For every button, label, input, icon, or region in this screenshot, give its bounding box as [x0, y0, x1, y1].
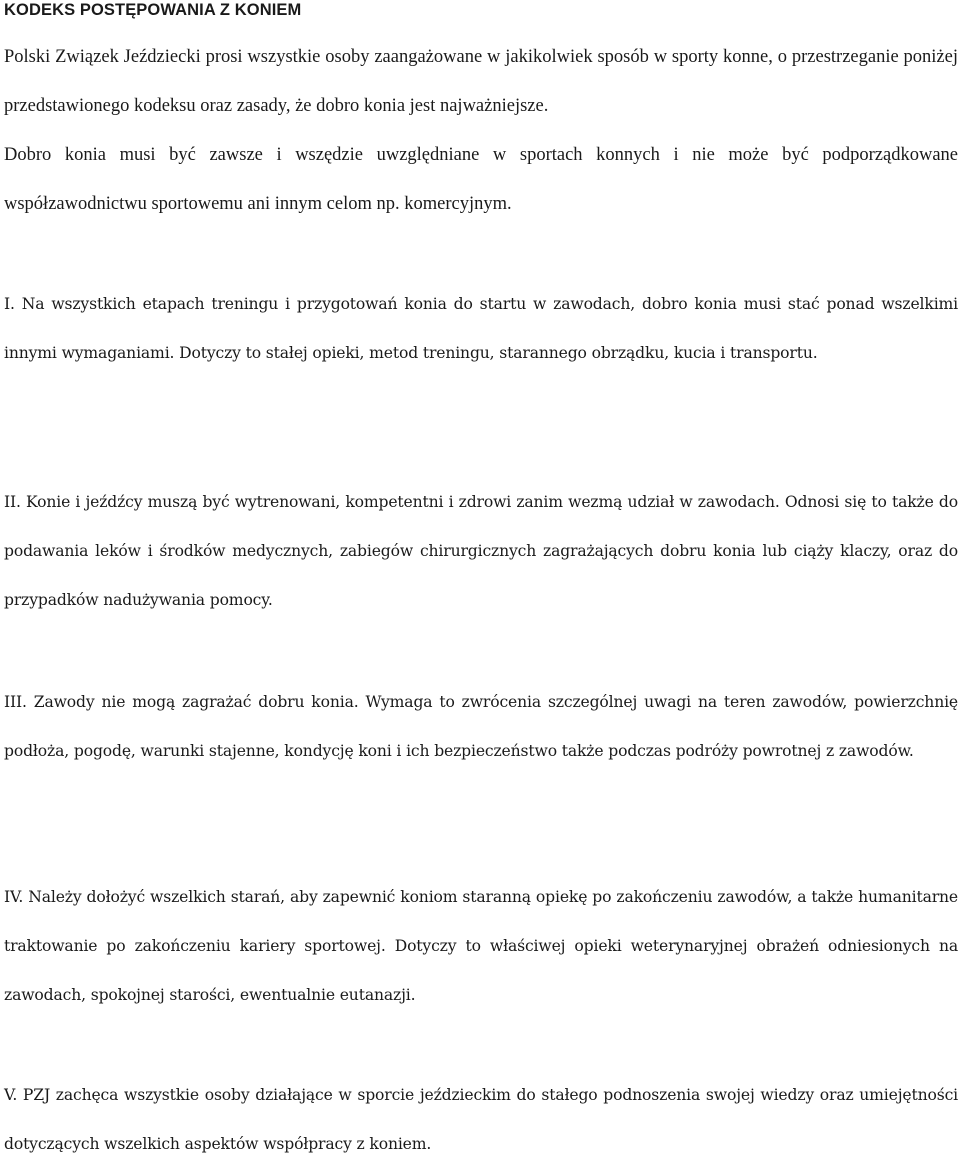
intro-paragraph-2: Dobro konia musi być zawsze i wszędzie uwzględniane w sportach konnych i nie może być podporządkowane współzawodnictwu sportowemu ani innym celom np. komercyjnym.	[4, 145, 958, 214]
section-3: III. Zawody nie mogą zagrażać dobru konia. Wymaga to zwrócenia szczególnej uwagi na teren zawodów, powierzchnię podłoża, pogodę, warunki stajenne, kondycję koni i ich bezpieczeństwo także podczas podróży powrotnej z zawodów.	[4, 693, 958, 760]
intro-paragraph-1: Polski Związek Jeździecki prosi wszystkie osoby zaangażowane w jakikolwiek sposób w sporty konne, o przestrzeganie poniżej przedstawionego kodeksu oraz zasady, że dobro konia jest najważniejsze.	[4, 47, 958, 116]
document-title: KODEKS POSTĘPOWANIA Z KONIEM	[4, 1, 302, 19]
section-2: II. Konie i jeźdźcy muszą być wytrenowani, kompetentni i zdrowi zanim wezmą udział w zawodach. Odnosi się to także do podawania leków i środków medycznych, zabiegów chirurgicznych zagrażających dobru konia lub ciąży klaczy, oraz do przypadków nadużywania pomocy.	[4, 493, 958, 609]
section-1: I. Na wszystkich etapach treningu i przygotowań konia do startu w zawodach, dobro konia musi stać ponad wszelkimi innymi wymaganiami. Dotyczy to stałej opieki, metod treningu, starannego obrządku, kucia i transportu.	[4, 295, 958, 362]
section-5: V. PZJ zachęca wszystkie osoby działające w sporcie jeździeckim do stałego podnoszenia swojej wiedzy oraz umiejętności dotyczących wszelkich aspektów współpracy z koniem.	[4, 1086, 958, 1153]
document-page	[4, 0, 958, 1153]
section-4: IV. Należy dołożyć wszelkich starań, aby zapewnić koniom staranną opiekę po zakończeniu zawodów, a także humanitarne traktowanie po zakończeniu kariery sportowej. Dotyczy to właściwej opieki weterynaryjnej obrażeń odniesionych na zawodach, spokojnej starości, ewentualnie eutanazji.	[4, 888, 958, 1004]
